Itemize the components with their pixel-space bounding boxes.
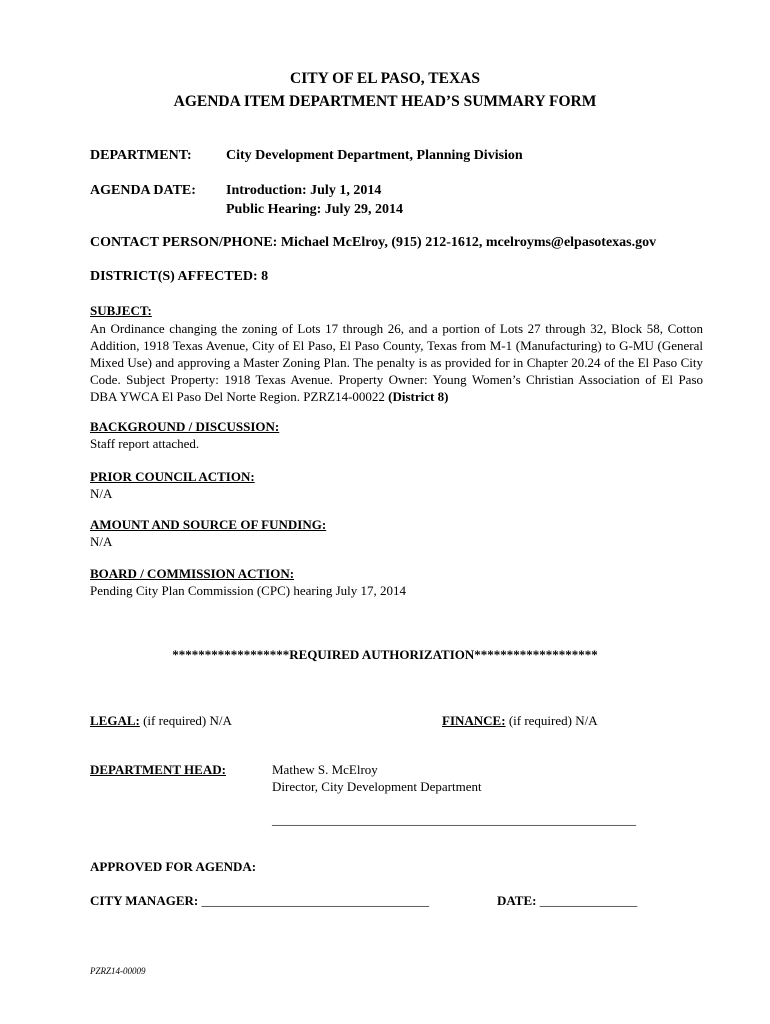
background-text: Staff report attached. — [90, 436, 200, 451]
contact-value: Michael McElroy, (915) 212-1612, mcelroyms@elpasotexas.gov — [280, 235, 657, 250]
background-heading: BACKGROUND / DISCUSSION: — [90, 419, 280, 434]
subject-body: An Ordinance changing the zoning of Lots 17 through 26, and a portion of Lots 27 through 32, Block 58, Cotton Addition, 1918 Texas Avenue, City of El Paso, El Paso County, Texas from M-1 (Manufacturing) to G-MU (General Mixed Use) and approving a Master Zoning Plan. The penalty is as provided for in Chapter 20.24 of the El Paso City Code. Subject Property: 1918 Texas Avenue. Property Owner: Young Women’s Christian Association of El Paso DBA YWCA El Paso Del Norte Region. PZRZ14-00022 — [90, 321, 703, 404]
districts-value: 8 — [261, 269, 269, 284]
finance-line — [442, 713, 598, 729]
board-text: Pending City Plan Commission (CPC) hearing July 17, 2014 — [90, 583, 406, 598]
department-head-label: DEPARTMENT HEAD: — [90, 762, 226, 777]
legal-line — [90, 713, 232, 729]
finance-value: (if required) N/A — [508, 713, 598, 728]
city-manager-label: CITY MANAGER: — [90, 893, 199, 908]
date-signature-line: _______________ — [539, 893, 638, 908]
city-manager-signature-line: ___________________________________ — [201, 893, 429, 908]
department-head-signature-line: ________________________________________________________ — [272, 812, 636, 827]
finance-label: FINANCE: — [442, 713, 506, 728]
subject-district-tag: (District 8) — [388, 389, 449, 404]
funding-heading: AMOUNT AND SOURCE OF FUNDING: — [90, 517, 327, 532]
legal-label: LEGAL: — [90, 713, 140, 728]
contact-label: CONTACT PERSON/PHONE: — [90, 235, 278, 250]
agenda-date-public-hearing: Public Hearing: July 29, 2014 — [226, 202, 403, 217]
required-authorization-banner: ******************REQUIRED AUTHORIZATION******************* — [172, 647, 598, 662]
department-value: City Development Department, Planning Division — [226, 148, 523, 163]
districts-line — [90, 269, 268, 285]
contact-line — [90, 235, 656, 251]
board-heading: BOARD / COMMISSION ACTION: — [90, 566, 295, 581]
page-title-line-1: CITY OF EL PASO, TEXAS — [290, 70, 480, 87]
city-manager-line — [90, 893, 429, 909]
agenda-date-introduction: Introduction: July 1, 2014 — [226, 183, 382, 198]
legal-value: (if required) N/A — [143, 713, 232, 728]
districts-label: DISTRICT(S) AFFECTED: — [90, 269, 258, 284]
date-label: DATE: — [497, 893, 537, 908]
approved-for-agenda-label: APPROVED FOR AGENDA: — [90, 859, 257, 874]
subject-text — [90, 320, 703, 405]
department-label: DEPARTMENT: — [90, 148, 192, 163]
date-line — [497, 893, 637, 909]
subject-heading: SUBJECT: — [90, 303, 152, 318]
page-title-line-2: AGENDA ITEM DEPARTMENT HEAD’S SUMMARY FORM — [173, 93, 597, 110]
prior-council-heading: PRIOR COUNCIL ACTION: — [90, 469, 255, 484]
agenda-date-label: AGENDA DATE: — [90, 183, 196, 198]
department-head-title: Director, City Development Department — [272, 779, 482, 794]
prior-council-text: N/A — [90, 486, 113, 501]
department-head-name: Mathew S. McElroy — [272, 762, 378, 777]
funding-text: N/A — [90, 534, 113, 549]
footer-code: PZRZ14-00009 — [90, 966, 146, 976]
